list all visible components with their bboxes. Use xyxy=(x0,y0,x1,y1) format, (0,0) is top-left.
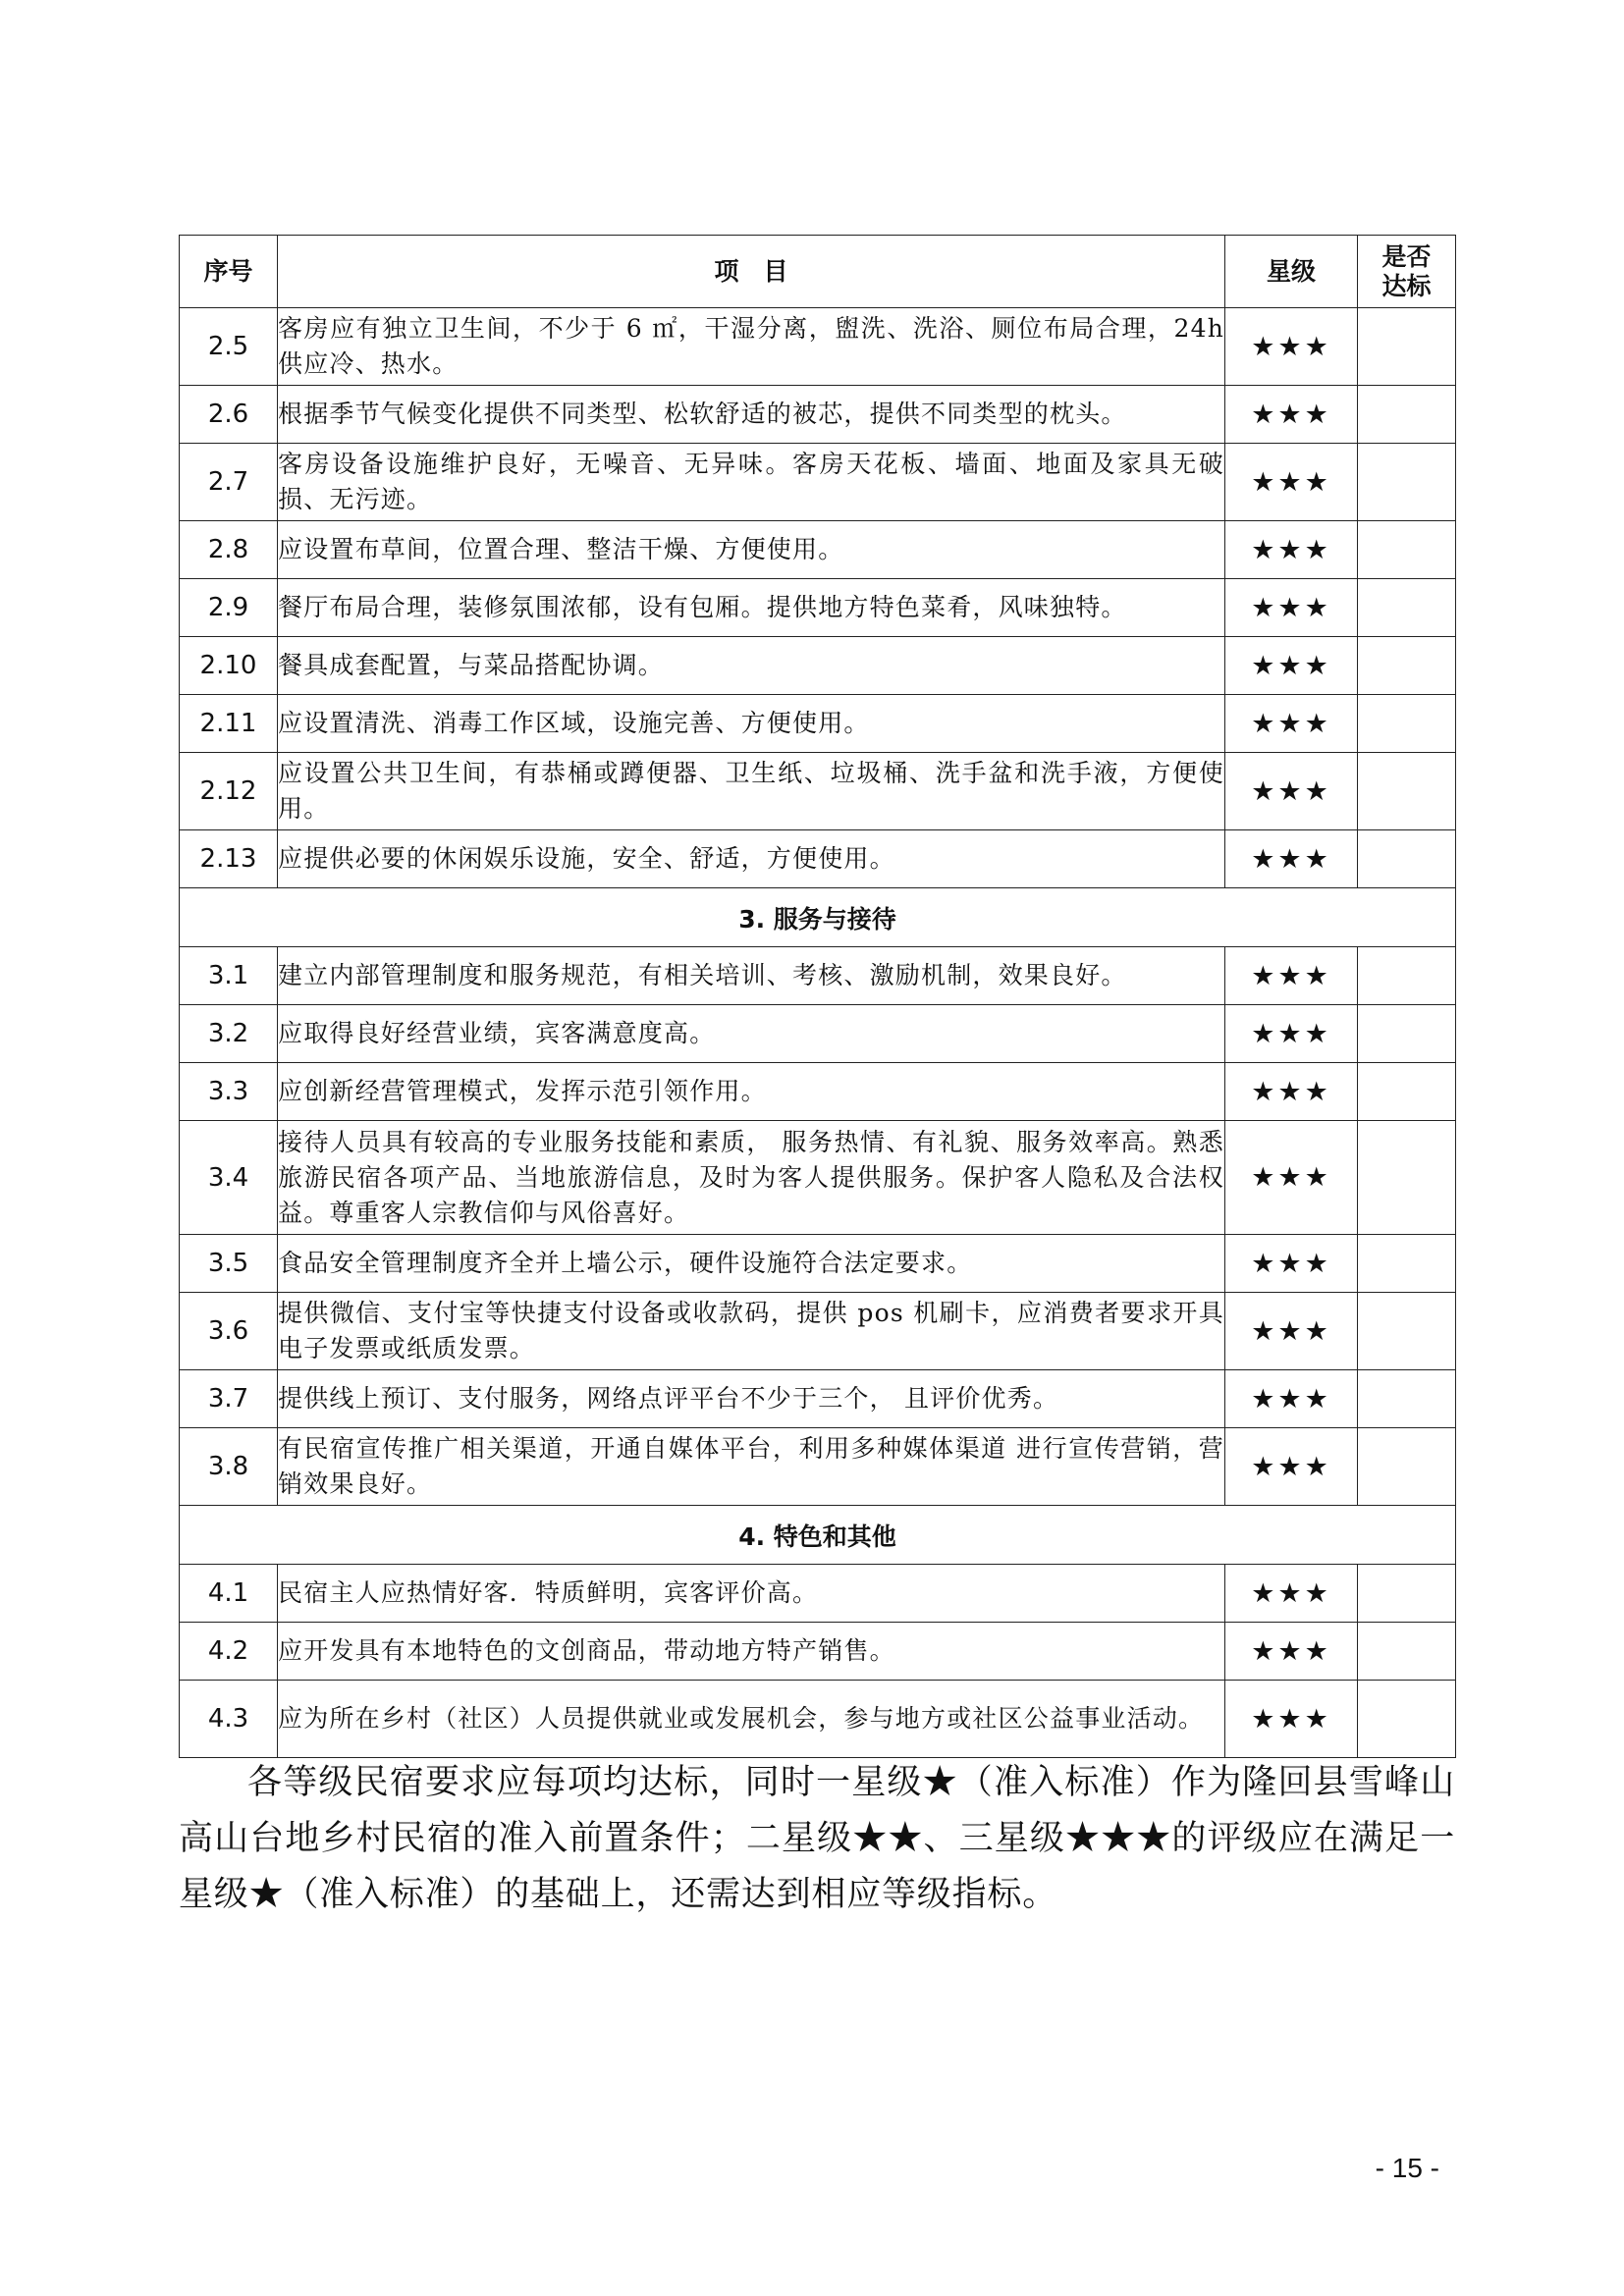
star-rating: ★★★ xyxy=(1225,1121,1358,1235)
compliance-cell[interactable] xyxy=(1358,1121,1456,1235)
table-row xyxy=(180,1565,1456,1623)
compliance-cell[interactable] xyxy=(1358,947,1456,1005)
row-text: 餐厅布局合理，装修氛围浓郁，设有包厢。提供地方特色菜肴，风味独特。 xyxy=(278,579,1225,637)
header-ok xyxy=(1358,236,1456,308)
compliance-cell[interactable] xyxy=(1358,1428,1456,1506)
row-text: 有民宿宣传推广相关渠道，开通自媒体平台，利用多种媒体渠道 进行宣传营销，营销效果良好。 xyxy=(278,1428,1225,1506)
star-rating: ★★★ xyxy=(1225,1063,1358,1121)
header-star: 星级 xyxy=(1225,236,1358,308)
row-text: 应提供必要的休闲娱乐设施，安全、舒适，方便使用。 xyxy=(278,830,1225,888)
star-rating: ★★★ xyxy=(1225,753,1358,830)
row-text: 民宿主人应热情好客．特质鲜明，宾客评价高。 xyxy=(278,1565,1225,1623)
compliance-cell[interactable] xyxy=(1358,1063,1456,1121)
table-row xyxy=(180,521,1456,579)
row-number: 2.7 xyxy=(180,444,278,521)
row-text: 应设置公共卫生间，有恭桶或蹲便器、卫生纸、垃圾桶、洗手盆和洗手液，方便使用。 xyxy=(278,753,1225,830)
star-rating: ★★★ xyxy=(1225,1681,1358,1758)
row-text: 应取得良好经营业绩，宾客满意度高。 xyxy=(278,1005,1225,1063)
row-text: 客房设备设施维护良好，无噪音、无异味。客房天花板、墙面、地面及家具无破损、无污迹。 xyxy=(278,444,1225,521)
section-title-features: 4. 特色和其他 xyxy=(180,1506,1456,1565)
star-rating: ★★★ xyxy=(1225,1370,1358,1428)
row-number: 2.5 xyxy=(180,308,278,386)
compliance-cell[interactable] xyxy=(1358,695,1456,753)
table-row xyxy=(180,830,1456,888)
row-number: 3.2 xyxy=(180,1005,278,1063)
header-ok-line1: 是否 xyxy=(1381,241,1432,271)
table-row xyxy=(180,1121,1456,1235)
table-header-row xyxy=(180,236,1456,308)
row-number: 4.3 xyxy=(180,1681,278,1758)
star-rating: ★★★ xyxy=(1225,1623,1358,1681)
star-rating: ★★★ xyxy=(1225,1428,1358,1506)
star-rating: ★★★ xyxy=(1225,579,1358,637)
table-row xyxy=(180,947,1456,1005)
compliance-cell[interactable] xyxy=(1358,637,1456,695)
compliance-cell[interactable] xyxy=(1358,753,1456,830)
star-rating: ★★★ xyxy=(1225,308,1358,386)
star-rating: ★★★ xyxy=(1225,521,1358,579)
row-number: 2.13 xyxy=(180,830,278,888)
row-number: 4.1 xyxy=(180,1565,278,1623)
table-row xyxy=(180,579,1456,637)
row-text: 餐具成套配置，与菜品搭配协调。 xyxy=(278,637,1225,695)
header-no: 序号 xyxy=(180,236,278,308)
header-ok-line2: 达标 xyxy=(1381,271,1432,300)
row-text: 应设置布草间，位置合理、整洁干燥、方便使用。 xyxy=(278,521,1225,579)
star-rating: ★★★ xyxy=(1225,637,1358,695)
compliance-cell[interactable] xyxy=(1358,1235,1456,1293)
header-item: 项 目 xyxy=(278,236,1225,308)
compliance-cell[interactable] xyxy=(1358,1293,1456,1370)
star-rating: ★★★ xyxy=(1225,386,1358,444)
row-number: 3.7 xyxy=(180,1370,278,1428)
section-row xyxy=(180,1506,1456,1565)
row-number: 2.11 xyxy=(180,695,278,753)
table-row xyxy=(180,1235,1456,1293)
star-rating: ★★★ xyxy=(1225,1235,1358,1293)
compliance-cell[interactable] xyxy=(1358,1681,1456,1758)
row-text: 应为所在乡村（社区）人员提供就业或发展机会，参与地方或社区公益事业活动。 xyxy=(278,1681,1225,1758)
table-row xyxy=(180,386,1456,444)
compliance-cell[interactable] xyxy=(1358,1370,1456,1428)
row-text: 根据季节气候变化提供不同类型、松软舒适的被芯，提供不同类型的枕头。 xyxy=(278,386,1225,444)
compliance-cell[interactable] xyxy=(1358,830,1456,888)
row-number: 2.10 xyxy=(180,637,278,695)
star-rating: ★★★ xyxy=(1225,830,1358,888)
row-text: 应设置清洗、消毒工作区域，设施完善、方便使用。 xyxy=(278,695,1225,753)
star-rating: ★★★ xyxy=(1225,947,1358,1005)
table-row xyxy=(180,308,1456,386)
table-row xyxy=(180,1681,1456,1758)
table-row xyxy=(180,1005,1456,1063)
row-text: 接待人员具有较高的专业服务技能和素质， 服务热情、有礼貌、服务效率高。熟悉旅游民宿各项产品、当地旅游信息，及时为客人提供服务。保护客人隐私及合法权益。尊重客人宗教信仰与风俗喜好。 xyxy=(278,1121,1225,1235)
table-row xyxy=(180,1428,1456,1506)
row-number: 2.9 xyxy=(180,579,278,637)
row-number: 3.5 xyxy=(180,1235,278,1293)
table-row xyxy=(180,1293,1456,1370)
compliance-cell[interactable] xyxy=(1358,386,1456,444)
star-rating: ★★★ xyxy=(1225,1293,1358,1370)
row-number: 3.6 xyxy=(180,1293,278,1370)
star-rating: ★★★ xyxy=(1225,1005,1358,1063)
compliance-cell[interactable] xyxy=(1358,1005,1456,1063)
row-text: 提供线上预订、支付服务，网络点评平台不少于三个， 且评价优秀。 xyxy=(278,1370,1225,1428)
compliance-cell[interactable] xyxy=(1358,1565,1456,1623)
row-number: 2.12 xyxy=(180,753,278,830)
row-text: 提供微信、支付宝等快捷支付设备或收款码，提供 pos 机刷卡，应消费者要求开具电子发票或纸质发票。 xyxy=(278,1293,1225,1370)
row-number: 3.8 xyxy=(180,1428,278,1506)
row-text: 食品安全管理制度齐全并上墙公示，硬件设施符合法定要求。 xyxy=(278,1235,1225,1293)
row-number: 2.6 xyxy=(180,386,278,444)
section-row xyxy=(180,888,1456,947)
section-title-service: 3. 服务与接待 xyxy=(180,888,1456,947)
star-rating: ★★★ xyxy=(1225,695,1358,753)
compliance-cell[interactable] xyxy=(1358,308,1456,386)
compliance-cell[interactable] xyxy=(1358,521,1456,579)
row-text: 应创新经营管理模式，发挥示范引领作用。 xyxy=(278,1063,1225,1121)
row-text: 客房应有独立卫生间，不少于 6 ㎡，干湿分离，盥洗、洗浴、厕位布局合理，24h 供应冷、热水。 xyxy=(278,308,1225,386)
row-number: 3.4 xyxy=(180,1121,278,1235)
row-text: 建立内部管理制度和服务规范，有相关培训、考核、激励机制，效果良好。 xyxy=(278,947,1225,1005)
row-number: 4.2 xyxy=(180,1623,278,1681)
standards-table xyxy=(179,235,1456,1758)
compliance-cell[interactable] xyxy=(1358,1623,1456,1681)
star-rating: ★★★ xyxy=(1225,444,1358,521)
table-row xyxy=(180,695,1456,753)
row-text: 应开发具有本地特色的文创商品，带动地方特产销售。 xyxy=(278,1623,1225,1681)
table-row xyxy=(180,1063,1456,1121)
table-row xyxy=(180,753,1456,830)
table-row xyxy=(180,444,1456,521)
compliance-cell[interactable] xyxy=(1358,579,1456,637)
row-number: 3.3 xyxy=(180,1063,278,1121)
table-row xyxy=(180,1370,1456,1428)
page-number: - 15 - xyxy=(1375,2153,1439,2183)
row-number: 3.1 xyxy=(180,947,278,1005)
table-row xyxy=(180,1623,1456,1681)
body-paragraph: 各等级民宿要求应每项均达标，同时一星级★（准入标准）作为隆回县雪峰山高山台地乡村民宿的准入前置条件；二星级★★、三星级★★★的评级应在满足一星级★（准入标准）的基础上，还需达到相应等级指标。 xyxy=(179,1763,1455,1914)
star-rating: ★★★ xyxy=(1225,1565,1358,1623)
table-row xyxy=(180,637,1456,695)
row-number: 2.8 xyxy=(180,521,278,579)
compliance-cell[interactable] xyxy=(1358,444,1456,521)
